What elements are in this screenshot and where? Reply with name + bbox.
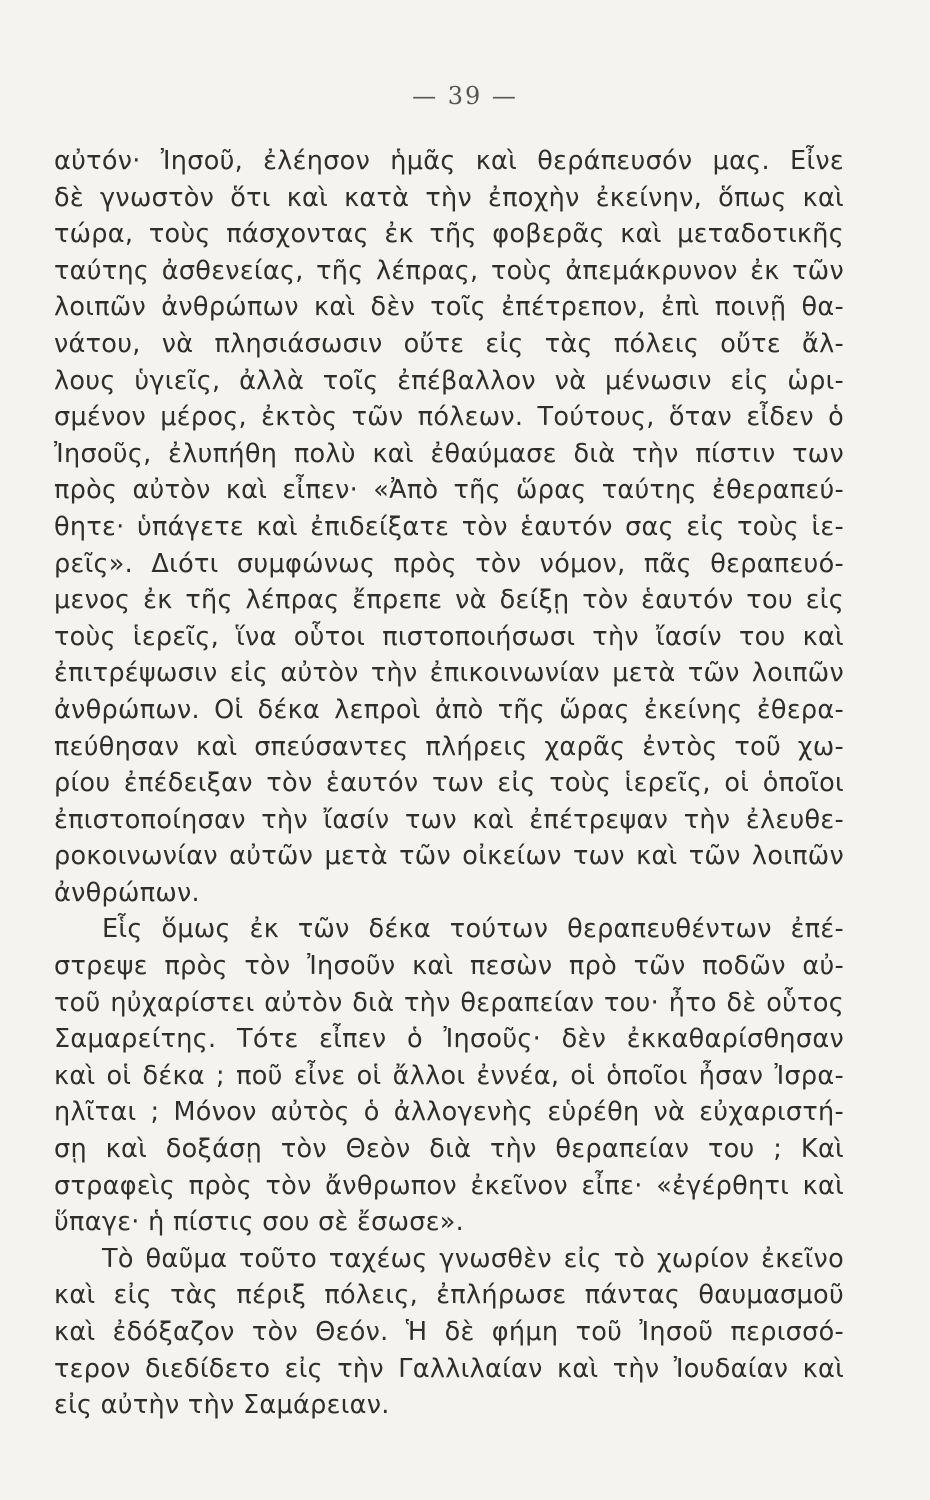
text-line: ὕπαγε· ἡ πίστις σου σὲ ἔσωσε».	[54, 1207, 465, 1238]
text-line: ἀνθρώπων. Οἱ δέκα λεπροὶ ἀπὸ τῆς ὥρας ἐκείνης ἐθερα-	[54, 694, 844, 725]
text-line: ηλῖται ; Μόνον αὐτὸς ὁ ἀλλογενὴς εὑρέθη νὰ εὐχαριστή-	[54, 1097, 844, 1128]
text-line: τερον διεδίδετο εἰς τὴν Γαλλιλαίαν καὶ τὴν Ἰουδαίαν καὶ	[54, 1353, 844, 1384]
text-line: ροκοινωνίαν αὐτῶν μετὰ τῶν οἰκείων των καὶ τῶν λοιπῶν	[54, 841, 844, 872]
text-line: ἐπιστοποίησαν τὴν ἴασίν των καὶ ἐπέτρεψαν τὴν ἐλευθε-	[54, 804, 844, 835]
paragraph	[54, 143, 844, 911]
text-line: σμένον μέρος, ἐκτὸς τῶν πόλεων. Τούτους, ὅταν εἶδεν ὁ	[54, 402, 844, 433]
text-line: Εἷς ὅμως ἐκ τῶν δέκα τούτων θεραπευθέντων ἐπέ-	[102, 914, 844, 945]
text-line: ἀνθρώπων.	[54, 877, 200, 908]
text-line: νάτου, νὰ πλησιάσωσιν οὔτε εἰς τὰς πόλεις οὔτε ἄλ-	[54, 328, 844, 359]
text-line: καὶ οἱ δέκα ; ποῦ εἶνε οἱ ἄλλοι ἐννέα, οἱ ὁποῖοι ἦσαν Ἰσρα-	[54, 1060, 844, 1091]
text-line: καὶ εἰς τὰς πέριξ πόλεις, ἐπλήρωσε πάντας θαυμασμοῦ	[54, 1280, 844, 1311]
text-line: σῃ καὶ δοξάσῃ τὸν Θεὸν διὰ τὴν θεραπείαν του ; Καὶ	[54, 1134, 844, 1165]
paragraph	[54, 1241, 844, 1424]
text-line: ρίου ἐπέδειξαν τὸν ἑαυτόν των εἰς τοὺς ἱερεῖς, οἱ ὁποῖοι	[54, 768, 844, 799]
text-line: πρὸς αὐτὸν καὶ εἶπεν· «Ἀπὸ τῆς ὥρας ταύτης ἐθεραπεύ-	[54, 475, 844, 506]
text-line: τοὺς ἱερεῖς, ἵνα οὗτοι πιστοποιήσωσι τὴν ἴασίν του καὶ	[54, 621, 844, 652]
text-line: στρεψε πρὸς τὸν Ἰησοῦν καὶ πεσὼν πρὸ τῶν ποδῶν αὐ-	[54, 951, 844, 982]
text-line: αὐτόν· Ἰησοῦ, ἐλέησον ἡμᾶς καὶ θεράπευσόν μας. Εἶνε	[54, 146, 844, 176]
text-line: ρεῖς». Διότι συμφώνως πρὸς τὸν νόμον, πᾶς θεραπευό-	[54, 548, 844, 579]
text-line: τοῦ ηὐχαρίστει αὐτὸν διὰ τὴν θεραπείαν του· ἦτο δὲ οὗτος	[54, 987, 844, 1018]
text-line: θητε· ὑπάγετε καὶ ἐπιδείξατε τὸν ἑαυτόν σας εἰς τοὺς ἱε-	[54, 511, 844, 542]
text-line: τώρα, τοὺς πάσχοντας ἐκ τῆς φοβερᾶς καὶ μεταδοτικῆς	[54, 219, 844, 250]
paragraph	[54, 911, 844, 1240]
text-line: πεύθησαν καὶ σπεύσαντες πλήρεις χαρᾶς ἐντὸς τοῦ χω-	[54, 731, 844, 762]
text-line: μενος ἐκ τῆς λέπρας ἔπρεπε νὰ δείξῃ τὸν ἑαυτόν του εἰς	[54, 585, 844, 616]
text-line: ταύτης ἀσθενείας, τῆς λέπρας, τοὺς ἀπεμάκρυνον ἐκ τῶν	[54, 255, 844, 286]
text-line: Τὸ θαῦμα τοῦτο ταχέως γνωσθὲν εἰς τὸ χωρίον ἐκεῖνο	[102, 1243, 844, 1274]
text-line: δὲ γνωστὸν ὅτι καὶ κατὰ τὴν ἐποχὴν ἐκείνην, ὅπως καὶ	[54, 182, 844, 213]
text-line: λοιπῶν ἀνθρώπων καὶ δὲν τοῖς ἐπέτρεπον, ἐπὶ ποινῇ θα-	[54, 292, 844, 323]
text-line: καὶ ἐδόξαζον τὸν Θεόν. Ἡ δὲ φήμη τοῦ Ἰησοῦ περισσό-	[54, 1317, 844, 1347]
body-text	[54, 143, 844, 1424]
page-number: — 39 —	[412, 82, 518, 110]
text-line: Ἰησοῦς, ἐλυπήθη πολὺ καὶ ἐθαύμασε διὰ τὴν πίστιν των	[54, 438, 844, 469]
text-line: Σαμαρείτης. Τότε εἶπεν ὁ Ἰησοῦς· δὲν ἐκκαθαρίσθησαν	[54, 1024, 844, 1055]
text-line: στραφεὶς πρὸς τὸν ἄνθρωπον ἐκεῖνον εἶπε· «ἐγέρθητι καὶ	[54, 1170, 844, 1201]
text-line: εἰς αὐτὴν τὴν Σαμάρειαν.	[54, 1390, 390, 1421]
text-line: λους ὑγιεῖς, ἀλλὰ τοῖς ἐπέβαλλον νὰ μένωσιν εἰς ὡρι-	[54, 365, 844, 396]
text-line: ἐπιτρέψωσιν εἰς αὐτὸν τὴν ἐπικοινωνίαν μετὰ τῶν λοιπῶν	[54, 658, 844, 689]
